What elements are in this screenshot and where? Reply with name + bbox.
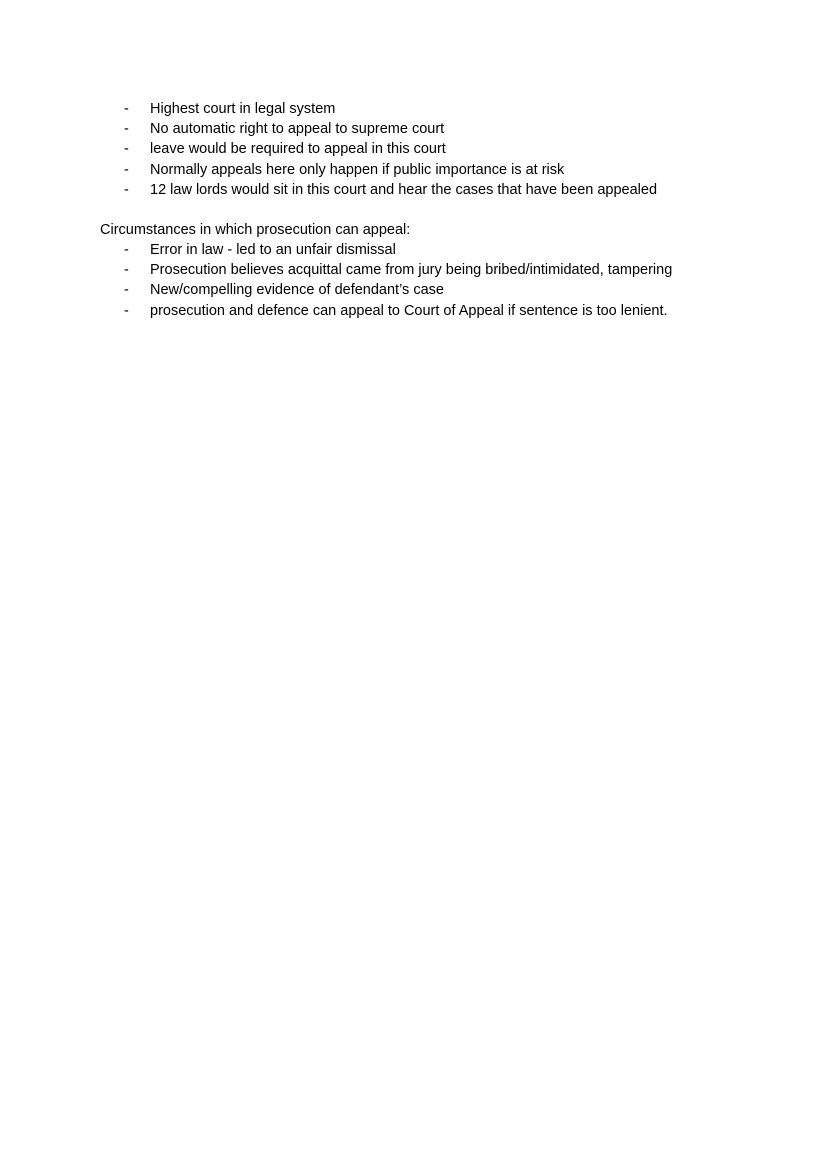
- list-item-text: No automatic right to appeal to supreme court: [150, 121, 445, 138]
- dash-bullet-icon: -: [124, 121, 129, 138]
- dash-bullet-icon: -: [124, 161, 129, 178]
- dash-bullet-icon: -: [124, 302, 129, 319]
- list-item-text: prosecution and defence can appeal to Court of Appeal if sentence is too lenient.: [150, 302, 668, 319]
- list-item-text: 12 law lords would sit in this court and hear the cases that have been appealed: [150, 181, 658, 198]
- list-item-text: Normally appeals here only happen if public importance is at risk: [150, 161, 565, 178]
- dash-bullet-icon: -: [124, 262, 129, 279]
- dash-bullet-icon: -: [124, 181, 129, 198]
- dash-bullet-icon: -: [124, 242, 129, 258]
- list-item-text: Prosecution believes acquittal came from jury being bribed/intimidated, tampering: [150, 262, 673, 279]
- list-item-text: New/compelling evidence of defendant’s case: [150, 282, 444, 299]
- list-item-text: Highest court in legal system: [150, 101, 336, 117]
- section-heading: Circumstances in which prosecution can appeal:: [100, 222, 411, 238]
- dash-bullet-icon: -: [124, 282, 129, 299]
- dash-bullet-icon: -: [124, 101, 129, 117]
- list-item-text: Error in law - led to an unfair dismissal: [150, 242, 396, 258]
- list-item-text: leave would be required to appeal in this court: [150, 141, 446, 158]
- dash-bullet-icon: -: [124, 141, 129, 158]
